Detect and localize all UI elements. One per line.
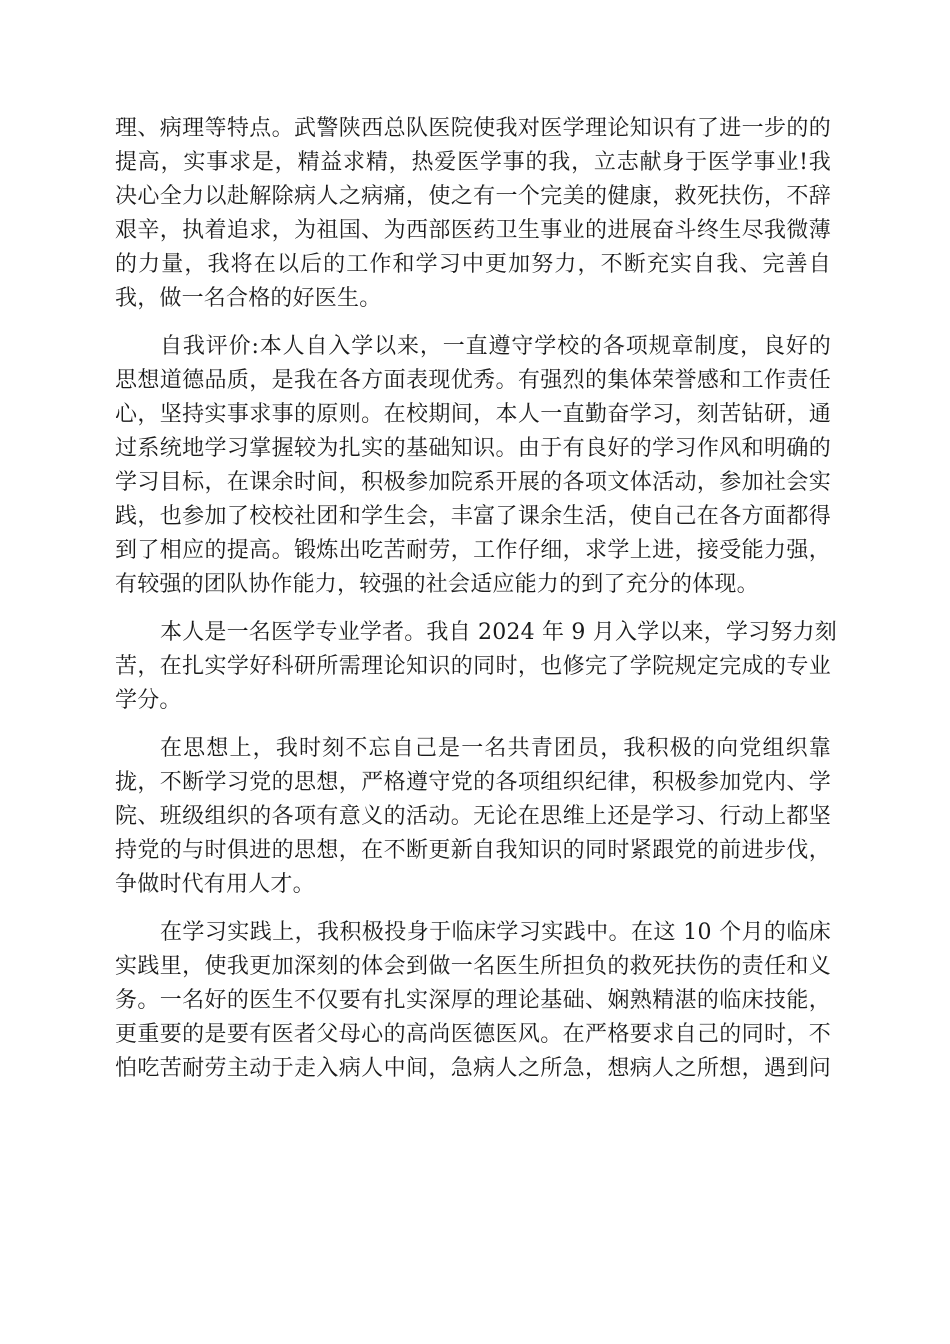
text-line: 艰辛，执着追求，为祖国、为西部医药卫生事业的进展奋斗终生尽我微薄	[115, 218, 831, 243]
text-line: 心，坚持实事求事的原则。在校期间，本人一直勤奋学习，刻苦钻研，通	[115, 402, 831, 427]
text-line: 自我评价:本人自入学以来，一直遵守学校的各项规章制度，良好的	[160, 334, 831, 359]
paragraph-study-intro	[115, 616, 837, 718]
text-line: 学分。	[115, 688, 182, 713]
text-line: 思想道德品质，是我在各方面表现优秀。有强烈的集体荣誉感和工作责任	[115, 368, 831, 393]
text-line: 更重要的是要有医者父母心的高尚医德医风。在严格要求自己的同时，不	[115, 1022, 831, 1047]
text-line: 院、班级组织的各项有意义的活动。无论在思维上还是学习、行动上都坚	[115, 804, 831, 829]
text-line: 的力量，我将在以后的工作和学习中更加努力，不断充实自我、完善自	[115, 252, 831, 277]
text-line: 在思想上，我时刻不忘自己是一名共青团员，我积极的向党组织靠	[160, 736, 831, 761]
text-line: 有较强的团队协作能力，较强的社会适应能力的到了充分的体现。	[115, 572, 759, 597]
text-line: 持党的与时俱进的思想，在不断更新自我知识的同时紧跟党的前进步伐，	[115, 838, 831, 863]
text-line: 提高，实事求是，精益求精，热爱医学事的我，立志献身于医学事业!我	[115, 150, 831, 175]
text-line: 本人是一名医学专业学者。我自 2024 年 9 月入学以来，学习努力刻	[160, 620, 837, 645]
text-line: 苦，在扎实学好科研所需理论知识的同时，也修完了学院规定完成的专业	[115, 654, 831, 679]
text-line: 务。一名好的医生不仅要有扎实深厚的理论基础、娴熟精湛的临床技能，	[115, 988, 831, 1013]
text-line: 学习目标，在课余时间，积极参加院系开展的各项文体活动，参加社会实	[115, 470, 831, 495]
paragraph-self-evaluation	[115, 330, 831, 602]
text-line: 我，做一名合格的好医生。	[115, 286, 382, 311]
text-line: 理、病理等特点。武警陕西总队医院使我对医学理论知识有了进一步的的	[115, 116, 831, 141]
text-line: 到了相应的提高。锻炼出吃苦耐劳，工作仔细，求学上进，接受能力强，	[115, 538, 831, 563]
text-line: 争做时代有用人才。	[115, 872, 315, 897]
text-line: 践，也参加了校校社团和学生会，丰富了课余生活，使自己在各方面都得	[115, 504, 831, 529]
paragraph-medical-career	[115, 112, 831, 316]
text-line: 实践里，使我更加深刻的体会到做一名医生所担负的救死扶伤的责任和义	[115, 954, 831, 979]
text-line: 过系统地学习掌握较为扎实的基础知识。由于有良好的学习作风和明确的	[115, 436, 831, 461]
text-line: 在学习实践上，我积极投身于临床学习实践中。在这 10 个月的临床	[160, 920, 831, 945]
document-page	[115, 112, 837, 1100]
paragraph-ideology	[115, 732, 831, 902]
paragraph-clinical-practice	[115, 916, 831, 1086]
text-line: 拢，不断学习党的思想，严格遵守党的各项组织纪律，积极参加党内、学	[115, 770, 831, 795]
text-line: 怕吃苦耐劳主动于走入病人中间，急病人之所急，想病人之所想，遇到问	[115, 1056, 831, 1081]
text-line: 决心全力以赴解除病人之病痛，使之有一个完美的健康，救死扶伤，不辞	[115, 184, 831, 209]
